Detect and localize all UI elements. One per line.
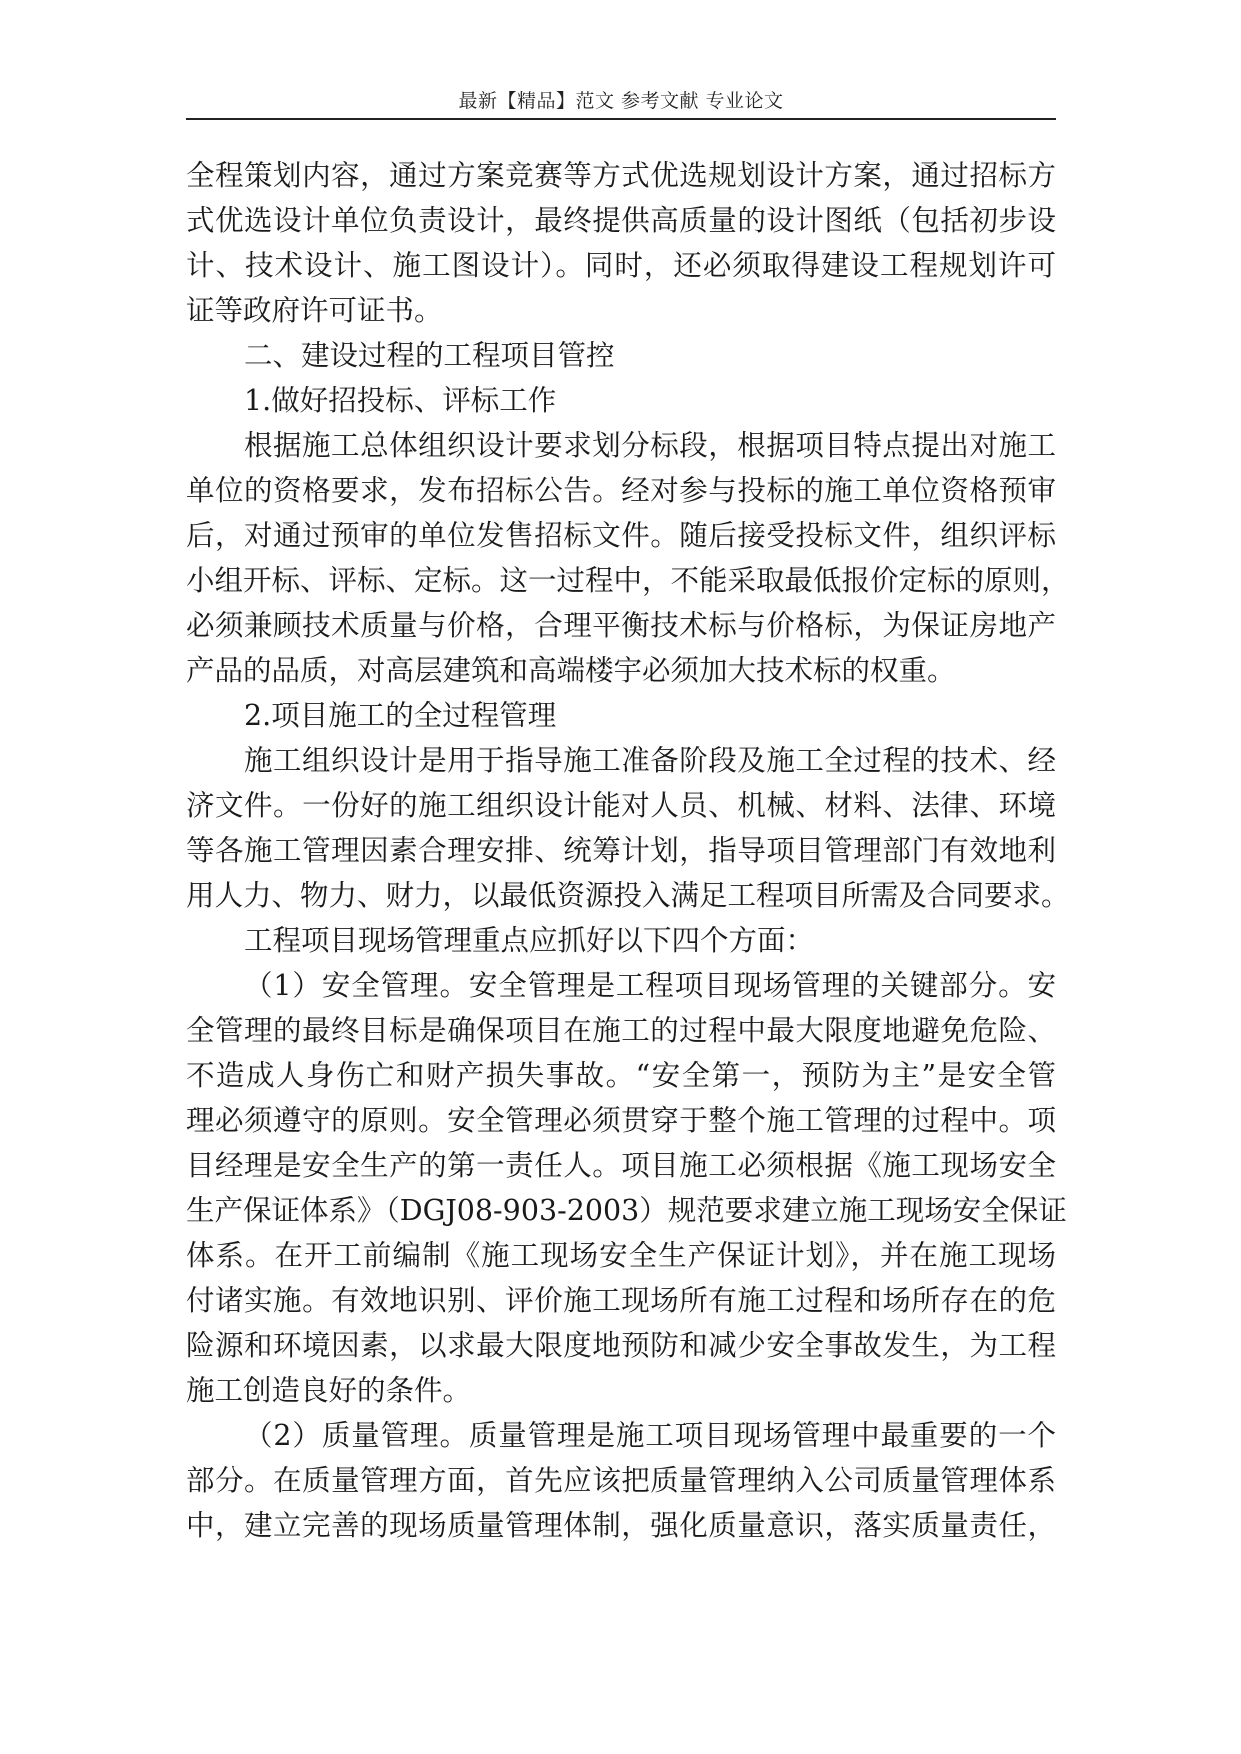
text-line: 生产保证体系》（DGJ08-903-2003）规范要求建立施工现场安全保证: [186, 1194, 1067, 1227]
text-line: 全管理的最终目标是确保项目在施工的过程中最大限度地避免危险、: [186, 1014, 1056, 1047]
text-line: （2）质量管理。质量管理是施工项目现场管理中最重要的一个: [244, 1419, 1056, 1452]
text-line: 理必须遵守的原则。安全管理必须贯穿于整个施工管理的过程中。项: [186, 1104, 1056, 1137]
text-line: 不造成人身伤亡和财产损失事故。“安全第一，预防为主”是安全管: [186, 1059, 1056, 1092]
text-line: 施工组织设计是用于指导施工准备阶段及施工全过程的技术、经: [244, 744, 1056, 777]
text-line: 用人力、物力、财力，以最低资源投入满足工程项目所需及合同要求。: [186, 879, 1070, 912]
text-line: 部分。在质量管理方面，首先应该把质量管理纳入公司质量管理体系: [186, 1464, 1056, 1497]
text-line: 二、建设过程的工程项目管控: [244, 339, 615, 372]
text-line: 单位的资格要求，发布招标公告。经对参与投标的施工单位资格预审: [186, 474, 1056, 507]
text-line: 等各施工管理因素合理安排、统筹计划，指导项目管理部门有效地利: [186, 834, 1056, 867]
text-line: 全程策划内容，通过方案竞赛等方式优选规划设计方案，通过招标方: [186, 159, 1056, 192]
document-body: [186, 153, 1070, 1548]
text-line: 中，建立完善的现场质量管理体制，强化质量意识，落实质量责任，: [186, 1509, 1056, 1542]
text-line: 2.项目施工的全过程管理: [244, 699, 557, 732]
text-line: 体系。在开工前编制《施工现场安全生产保证计划》，并在施工现场: [186, 1239, 1056, 1272]
text-line: 目经理是安全生产的第一责任人。项目施工必须根据《施工现场安全: [186, 1149, 1056, 1182]
text-line: 施工创造良好的条件。: [186, 1374, 472, 1407]
text-line: 计、技术设计、施工图设计）。同时，还必须取得建设工程规划许可: [186, 249, 1056, 282]
text-line: 小组开标、评标、定标。这一过程中，不能采取最低报价定标的原则，: [186, 564, 1070, 597]
text-line: 产品的品质，对高层建筑和高端楼宇必须加大技术标的权重。: [186, 654, 956, 687]
text-line: 1.做好招投标、评标工作: [244, 384, 557, 417]
text-line: 济文件。一份好的施工组织设计能对人员、机械、材料、法律、环境: [186, 789, 1056, 822]
text-line: 险源和环境因素，以求最大限度地预防和减少安全事故发生，为工程: [186, 1329, 1056, 1362]
text-line: 工程项目现场管理重点应抓好以下四个方面：: [244, 924, 815, 957]
text-line: 必须兼顾技术质量与价格，合理平衡技术标与价格标，为保证房地产: [186, 609, 1056, 642]
text-line: 式优选设计单位负责设计，最终提供高质量的设计图纸（包括初步设: [186, 204, 1056, 237]
header-title: 最新【精品】范文 参考文献 专业论文: [458, 90, 784, 112]
text-line: 证等政府许可证书。: [186, 294, 443, 327]
page-header: [186, 84, 1056, 120]
text-line: 根据施工总体组织设计要求划分标段，根据项目特点提出对施工: [244, 429, 1056, 462]
text-line: 后，对通过预审的单位发售招标文件。随后接受投标文件，组织评标: [186, 519, 1056, 552]
text-line: 付诸实施。有效地识别、评价施工现场所有施工过程和场所存在的危: [186, 1284, 1056, 1317]
text-line: （1）安全管理。安全管理是工程项目现场管理的关键部分。安: [244, 969, 1056, 1002]
